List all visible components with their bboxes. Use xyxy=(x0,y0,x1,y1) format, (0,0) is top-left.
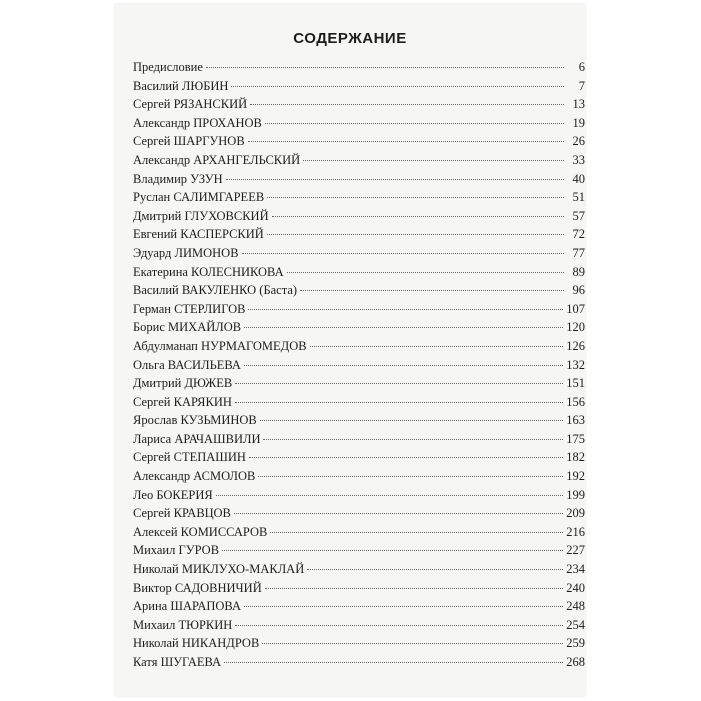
toc-entry-page: 57 xyxy=(572,208,585,223)
toc-entry-name: Николай НИКАНДРОВ xyxy=(133,636,260,651)
toc-entry xyxy=(133,320,585,339)
toc-entry-name: Ольга ВАСИЛЬЕВА xyxy=(133,357,241,372)
toc-entry-page: 26 xyxy=(572,134,585,149)
toc-entry-page: 33 xyxy=(572,152,585,167)
toc-entry-name: Руслан САЛИМГАРЕЕВ xyxy=(133,190,265,205)
dot-leader xyxy=(267,234,564,235)
dot-leader xyxy=(248,141,564,142)
toc-entry-name: Арина ШАРАПОВА xyxy=(133,599,241,614)
toc-entry xyxy=(133,525,585,544)
toc-entry xyxy=(133,581,585,600)
toc-entry xyxy=(133,153,585,172)
toc-entry xyxy=(133,469,585,488)
toc-entry-page: 182 xyxy=(566,450,585,465)
toc-entry-page: 192 xyxy=(566,469,585,484)
toc-entry-page: 151 xyxy=(566,376,585,391)
toc-entry-page: 175 xyxy=(566,431,585,446)
toc-entry-page: 156 xyxy=(566,394,585,409)
toc-entry-name: Екатерина КОЛЕСНИКОВА xyxy=(133,264,284,279)
toc-entry-name: Василий ВАКУЛЕНКО (Баста) xyxy=(133,283,298,298)
dot-leader xyxy=(234,513,563,514)
dot-leader xyxy=(235,625,563,626)
toc-entry-page: 107 xyxy=(566,301,585,316)
dot-leader xyxy=(231,86,564,87)
toc-entry-page: 132 xyxy=(566,357,585,372)
toc-entry xyxy=(133,413,585,432)
toc-entry xyxy=(133,97,585,116)
toc-entry-page: 89 xyxy=(572,264,585,279)
toc-entry-name: Александр АРХАНГЕЛЬСКИЙ xyxy=(133,152,301,167)
dot-leader xyxy=(258,476,563,477)
dot-leader xyxy=(303,160,564,161)
toc-entry-page: 209 xyxy=(566,506,585,521)
toc-entry-page: 7 xyxy=(578,78,585,93)
toc-entry-name: Борис МИХАЙЛОВ xyxy=(133,320,242,335)
dot-leader xyxy=(300,290,564,291)
toc-entry-name: Николай МИКЛУХО-МАКЛАЙ xyxy=(133,562,305,577)
toc-entry xyxy=(133,655,585,674)
toc-entry-name: Абдулманап НУРМАГОМЕДОВ xyxy=(133,338,307,353)
toc-entry xyxy=(133,450,585,469)
dot-leader xyxy=(216,495,564,496)
toc-entry-name: Ярослав КУЗЬМИНОВ xyxy=(133,413,257,428)
toc-entry xyxy=(133,432,585,451)
toc-entry xyxy=(133,283,585,302)
toc-entry-page: 227 xyxy=(566,543,585,558)
toc-entry-page: 19 xyxy=(572,115,585,130)
toc-entry-name: Михаил ТЮРКИН xyxy=(133,617,233,632)
toc-entry-name: Эдуард ЛИМОНОВ xyxy=(133,245,239,260)
toc-entry-name: Герман СТЕРЛИГОВ xyxy=(133,301,246,316)
toc-entry-page: 234 xyxy=(566,562,585,577)
toc-entry-page: 254 xyxy=(566,617,585,632)
toc-entry-page: 6 xyxy=(578,60,585,74)
toc-entry-page: 163 xyxy=(566,413,585,428)
dot-leader xyxy=(310,346,564,347)
toc-entry xyxy=(133,79,585,98)
toc-entry-name: Михаил ГУРОВ xyxy=(133,543,220,558)
dot-leader xyxy=(244,327,563,328)
book-page xyxy=(115,4,585,696)
toc-entry-page: 120 xyxy=(566,320,585,335)
toc-entry xyxy=(133,209,585,228)
toc-entry-name: Виктор САДОВНИЧИЙ xyxy=(133,580,262,595)
toc-entry-name: Сергей РЯЗАНСКИЙ xyxy=(133,97,248,112)
toc-entry xyxy=(133,227,585,246)
toc-entry-page: 248 xyxy=(566,599,585,614)
toc-entry-page: 240 xyxy=(566,580,585,595)
toc-entry xyxy=(133,636,585,655)
toc-entry-name: Сергей ШАРГУНОВ xyxy=(133,134,245,149)
toc-entry xyxy=(133,618,585,637)
toc-entry xyxy=(133,562,585,581)
toc-entry-page: 77 xyxy=(572,245,585,260)
dot-leader xyxy=(249,457,563,458)
toc-entry xyxy=(133,599,585,618)
toc-entry xyxy=(133,116,585,135)
toc-entry xyxy=(133,543,585,562)
dot-leader xyxy=(262,643,563,644)
toc-entry xyxy=(133,190,585,209)
toc-entry-name: Сергей СТЕПАШИН xyxy=(133,450,246,465)
toc-entry-name: Алексей КОМИССАРОВ xyxy=(133,524,268,539)
toc-entry-page: 216 xyxy=(566,524,585,539)
toc-entry xyxy=(133,506,585,525)
toc-entry-page: 51 xyxy=(572,190,585,205)
toc-entry xyxy=(133,358,585,377)
dot-leader xyxy=(263,439,563,440)
dot-leader xyxy=(244,606,563,607)
toc-entry xyxy=(133,134,585,153)
dot-leader xyxy=(265,123,564,124)
toc-entry xyxy=(133,302,585,321)
toc-entry xyxy=(133,172,585,191)
toc-entry-name: Владимир УЗУН xyxy=(133,171,223,186)
toc-entry xyxy=(133,395,585,414)
dot-leader xyxy=(248,309,563,310)
toc-entry xyxy=(133,60,585,79)
toc-entry xyxy=(133,265,585,284)
toc-entry-name: Сергей КАРЯКИН xyxy=(133,394,232,409)
toc-entry-page: 126 xyxy=(566,338,585,353)
toc-entry-name: Дмитрий ГЛУХОВСКИЙ xyxy=(133,208,269,223)
toc-entry-page: 40 xyxy=(572,171,585,186)
toc-entry xyxy=(133,488,585,507)
dot-leader xyxy=(224,662,563,663)
toc-entry xyxy=(133,376,585,395)
toc-entry xyxy=(133,339,585,358)
dot-leader xyxy=(267,197,564,198)
dot-leader xyxy=(226,179,564,180)
toc-entry-name: Александр ПРОХАНОВ xyxy=(133,115,262,130)
dot-leader xyxy=(222,550,563,551)
toc-entry-page: 96 xyxy=(572,283,585,298)
dot-leader xyxy=(265,588,564,589)
toc-entry-name: Дмитрий ДЮЖЕВ xyxy=(133,376,233,391)
toc-entry-name: Василий ЛЮБИН xyxy=(133,78,229,93)
toc-entry-page: 199 xyxy=(566,487,585,502)
dot-leader xyxy=(250,104,564,105)
toc-entry-page: 259 xyxy=(566,636,585,651)
dot-leader xyxy=(235,402,563,403)
toc-entry-page: 13 xyxy=(572,97,585,112)
dot-leader xyxy=(206,67,564,68)
toc-entry-name: Сергей КРАВЦОВ xyxy=(133,506,231,521)
dot-leader xyxy=(244,365,563,366)
dot-leader xyxy=(307,569,563,570)
dot-leader xyxy=(242,253,564,254)
toc-entry-name: Предисловие xyxy=(133,60,203,74)
toc-entry-name: Евгений КАСПЕРСКИЙ xyxy=(133,227,264,242)
table-of-contents xyxy=(133,60,585,674)
dot-leader xyxy=(272,216,564,217)
toc-entry xyxy=(133,246,585,265)
toc-entry-name: Лео БОКЕРИЯ xyxy=(133,487,213,502)
toc-entry-page: 72 xyxy=(572,227,585,242)
page-title: СОДЕРЖАНИЕ xyxy=(293,30,407,47)
dot-leader xyxy=(287,272,564,273)
dot-leader xyxy=(260,420,563,421)
toc-entry-name: Катя ШУГАЕВА xyxy=(133,655,222,669)
toc-entry-name: Лариса АРАЧАШВИЛИ xyxy=(133,431,261,446)
dot-leader xyxy=(270,532,563,533)
dot-leader xyxy=(235,383,563,384)
toc-entry-name: Александр АСМОЛОВ xyxy=(133,469,256,484)
toc-entry-page: 268 xyxy=(566,655,585,669)
